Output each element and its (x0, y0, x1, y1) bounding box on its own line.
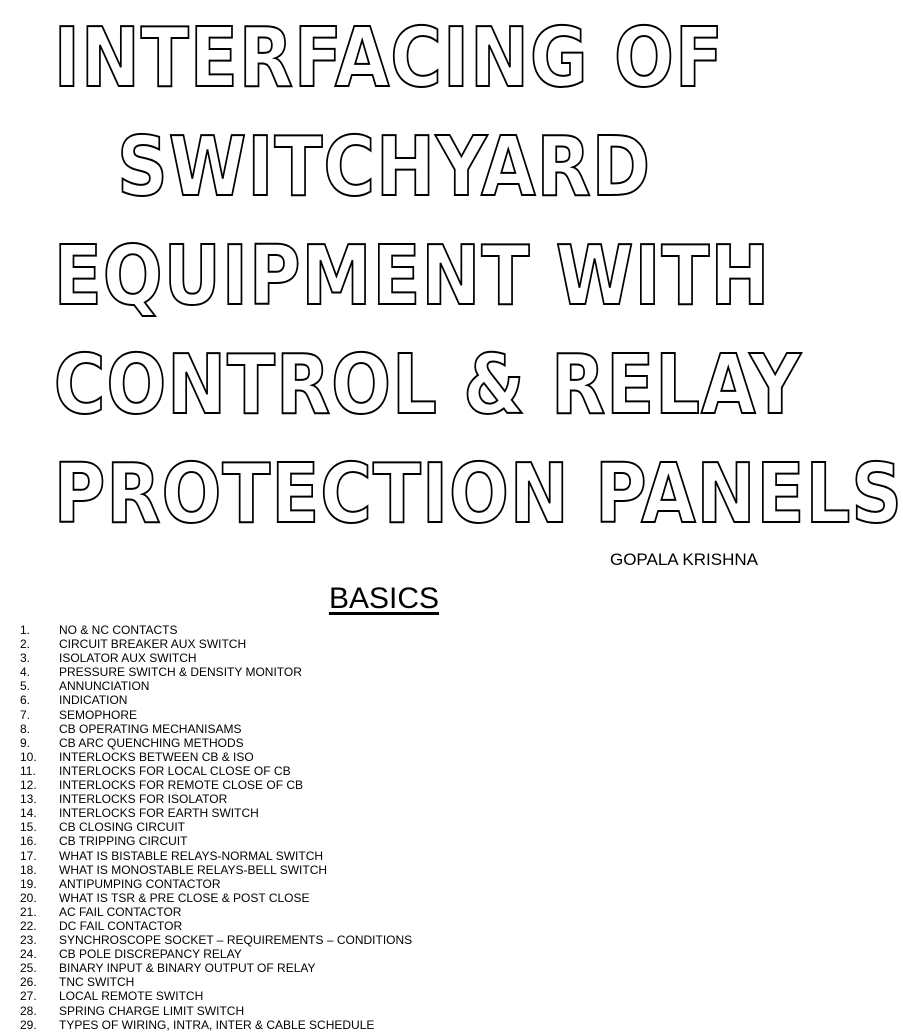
list-item (20, 764, 412, 778)
list-item (20, 722, 412, 736)
list-item-text: CB TRIPPING CIRCUIT (59, 834, 188, 849)
list-item-text: SYNCHROSCOPE SOCKET – REQUIREMENTS – CONDITIONS (59, 933, 413, 948)
list-item-number: 13. (20, 792, 37, 807)
list-item-number: 9. (20, 735, 31, 750)
list-item (20, 834, 412, 848)
list-item (20, 679, 412, 693)
list-item (20, 693, 412, 707)
list-item (20, 820, 412, 834)
list-item (20, 919, 412, 933)
list-item (20, 933, 412, 947)
list-item-number: 17. (20, 848, 37, 863)
list-item-text: ANTIPUMPING CONTACTOR (59, 876, 221, 891)
list-item-text: CB ARC QUENCHING METHODS (59, 735, 244, 750)
list-item-number: 11. (20, 763, 36, 778)
list-item-text: INDICATION (59, 693, 128, 708)
title-line-5: PROTECTION PANELS (53, 447, 903, 542)
list-item-text: TNC SWITCH (59, 975, 135, 990)
title-line-3: EQUIPMENT WITH (53, 229, 771, 324)
list-item (20, 989, 412, 1003)
title-line-1: INTERFACING OF (53, 11, 724, 106)
list-item-number: 22. (20, 918, 37, 933)
list-item-number: 28. (20, 1003, 37, 1018)
list-item (20, 863, 412, 877)
list-item-number: 2. (20, 637, 31, 652)
list-item-number: 24. (20, 947, 37, 962)
list-item-text: SEMOPHORE (59, 707, 138, 722)
list-item-number: 23. (20, 933, 37, 948)
list-item-text: LOCAL REMOTE SWITCH (59, 989, 204, 1004)
list-item (20, 665, 412, 679)
list-item-number: 12. (20, 778, 37, 793)
list-item (20, 877, 412, 891)
list-item-text: NO & NC CONTACTS (59, 623, 178, 637)
list-item-text: BINARY INPUT & BINARY OUTPUT OF RELAY (59, 961, 316, 976)
list-item (20, 736, 412, 750)
list-item-number: 6. (20, 693, 31, 708)
list-item (20, 637, 412, 651)
list-item-number: 16. (20, 834, 37, 849)
list-item-text: INTERLOCKS FOR LOCAL CLOSE OF CB (59, 763, 291, 778)
list-item-text: CB CLOSING CIRCUIT (59, 820, 186, 835)
document-title (0, 4, 903, 549)
list-item (20, 975, 412, 989)
title-line-4: CONTROL & RELAY (53, 338, 802, 433)
list-item-text: CB POLE DISCREPANCY RELAY (59, 947, 242, 962)
list-item-text: TYPES OF WIRING, INTRA, INTER & CABLE SCHEDULE (59, 1017, 375, 1032)
list-item-number: 14. (20, 806, 37, 821)
author-name: GOPALA KRISHNA (609, 550, 758, 569)
list-item-text: SPRING CHARGE LIMIT SWITCH (59, 1003, 245, 1018)
list-item-text: WHAT IS BISTABLE RELAYS-NORMAL SWITCH (59, 848, 324, 863)
list-item-number: 4. (20, 665, 31, 680)
list-item-number: 15. (20, 820, 37, 835)
list-item (20, 750, 412, 764)
list-item-text: INTERLOCKS FOR EARTH SWITCH (59, 806, 259, 821)
list-item-number: 26. (20, 975, 37, 990)
list-item-text: CIRCUIT BREAKER AUX SWITCH (59, 637, 247, 652)
list-item-number: 19. (20, 876, 37, 891)
list-item-number: 21. (20, 904, 37, 919)
list-item-text: WHAT IS TSR & PRE CLOSE & POST CLOSE (59, 890, 310, 905)
list-item (20, 1018, 412, 1032)
list-item-number: 29. (20, 1017, 37, 1032)
list-item (20, 792, 412, 806)
topic-list (20, 623, 412, 1032)
list-item-text: WHAT IS MONOSTABLE RELAYS-BELL SWITCH (59, 862, 328, 877)
list-item (20, 891, 412, 905)
list-item-text: INTERLOCKS FOR ISOLATOR (59, 792, 228, 807)
list-item-text: ISOLATOR AUX SWITCH (59, 651, 197, 666)
list-item (20, 905, 412, 919)
list-item-text: ANNUNCIATION (59, 679, 150, 694)
list-item-number: 18. (20, 862, 37, 877)
list-item-number: 3. (20, 651, 31, 666)
list-item-text: INTERLOCKS FOR REMOTE CLOSE OF CB (59, 778, 304, 793)
list-item-text: AC FAIL CONTACTOR (59, 904, 182, 919)
list-item-number: 5. (20, 679, 31, 694)
title-line-2: SWITCHYARD (116, 120, 652, 215)
list-item-text: PRESSURE SWITCH & DENSITY MONITOR (59, 665, 302, 680)
list-item-text: DC FAIL CONTACTOR (59, 918, 183, 933)
list-item (20, 961, 412, 975)
list-item-number: 7. (20, 707, 31, 722)
list-item (20, 623, 412, 637)
list-item-number: 10. (20, 749, 37, 764)
list-item-text: INTERLOCKS BETWEEN CB & ISO (59, 749, 254, 764)
list-item (20, 778, 412, 792)
list-item (20, 1004, 412, 1018)
list-item (20, 947, 412, 961)
list-item-text: CB OPERATING MECHANISAMS (59, 721, 242, 736)
section-heading: BASICS (328, 582, 440, 615)
list-item-number: 1. (20, 623, 31, 637)
list-item (20, 849, 412, 863)
list-item-number: 25. (20, 961, 37, 976)
list-item (20, 806, 412, 820)
list-item-number: 20. (20, 890, 37, 905)
list-item (20, 708, 412, 722)
list-item (20, 651, 412, 665)
list-item-number: 27. (20, 989, 37, 1004)
list-item-number: 8. (20, 721, 31, 736)
